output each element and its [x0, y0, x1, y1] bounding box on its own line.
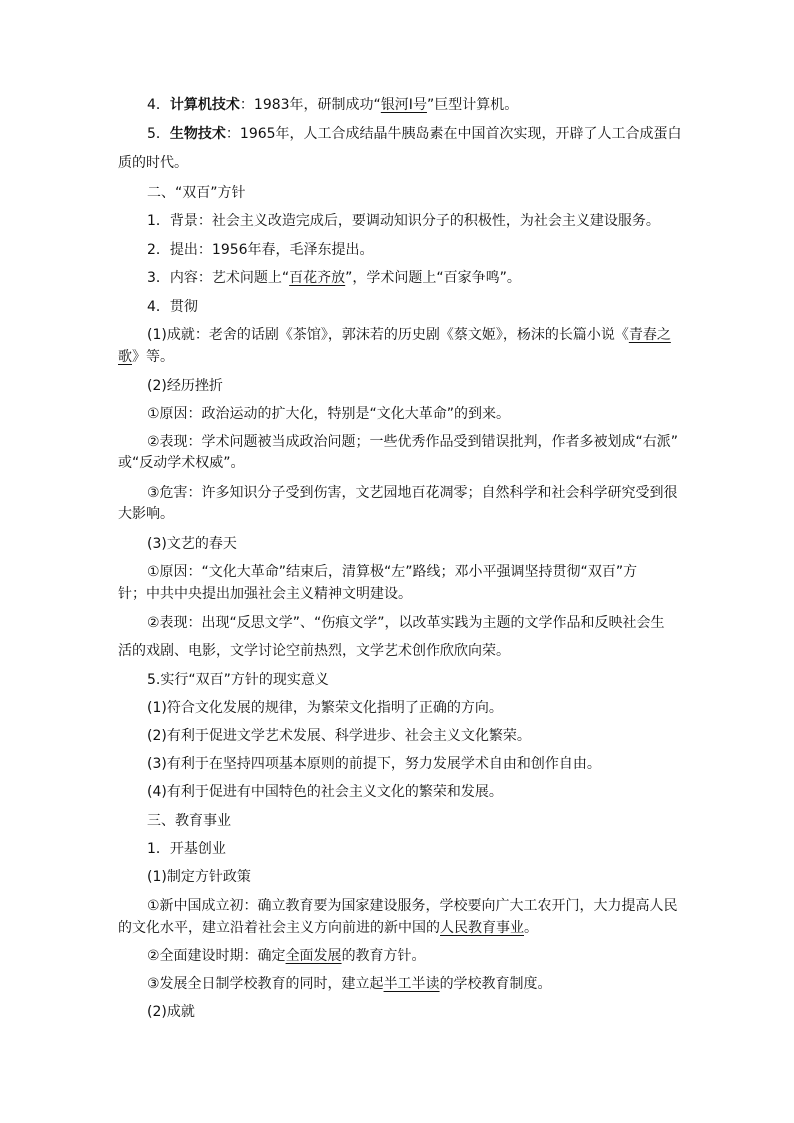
text-line-24 [147, 726, 774, 746]
underlined-term: 人民教育事业 [440, 920, 524, 936]
text-line-3 [118, 153, 774, 173]
text-line-1 [147, 95, 774, 115]
text-segment: 的文化水平，建立沿着社会主义方向前进的新中国的 [118, 920, 440, 936]
text-line-6 [147, 240, 774, 260]
text-segment: 5． [147, 126, 170, 142]
text-line-16 [118, 504, 774, 524]
text-segment: 4．贯彻 [147, 299, 198, 315]
text-line-19 [118, 584, 774, 604]
text-segment: 3．内容：艺术问题上“ [147, 270, 290, 286]
text-segment: 活的戏剧、电影，文学讨论空前热烈，文学艺术创作欣欣向荣。 [118, 643, 510, 659]
text-segment: 三、教育事业 [147, 813, 231, 829]
text-line-33 [147, 974, 774, 994]
text-line-20 [147, 613, 774, 633]
text-line-13 [147, 432, 774, 452]
text-segment: 1．背景：社会主义改造完成后，要调动知识分子的积极性，为社会主义建设服务。 [147, 213, 660, 229]
text-segment: (2)有利于促进文学艺术发展、科学进步、社会主义文化繁荣。 [147, 728, 531, 744]
text-line-7 [147, 268, 774, 288]
text-line-17 [147, 534, 774, 554]
text-segment: ：1983年，研制成功“ [239, 97, 381, 113]
text-segment: (1)符合文化发展的规律，为繁荣文化指明了正确的方向。 [147, 700, 503, 716]
text-line-8 [147, 297, 774, 317]
text-segment: 针；中共中央提出加强社会主义精神文明建设。 [118, 586, 412, 602]
text-segment: ①原因：政治运动的扩大化，特别是“文化大革命”的到来。 [147, 406, 511, 422]
text-segment: 的教育方针。 [341, 948, 426, 964]
text-line-9 [147, 325, 774, 345]
underlined-term: 银河Ⅰ号 [380, 97, 427, 113]
text-segment: (2)经历挫折 [147, 378, 223, 394]
text-line-34 [147, 1002, 774, 1022]
text-line-26 [147, 782, 774, 802]
text-segment: ②表现：出现“反思文学”、“伤痕文学”，以改革实践为主题的文学作品和反映社会生 [147, 615, 665, 631]
text-segment: 》等。 [132, 349, 174, 365]
underlined-term: 歌 [118, 349, 132, 365]
text-segment: 。 [524, 920, 538, 936]
text-segment: 2．提出：1956年春，毛泽东提出。 [147, 242, 374, 258]
text-segment: ②全面建设时期：确定 [147, 948, 286, 964]
text-segment: 质的时代。 [118, 155, 188, 171]
underlined-term: 全面发展 [285, 948, 342, 964]
text-line-25 [147, 754, 774, 774]
text-segment: ”，学术问题上“百家争鸣”。 [345, 270, 521, 286]
text-line-14 [118, 453, 774, 473]
text-line-22 [147, 670, 774, 690]
text-line-15 [147, 483, 774, 503]
text-segment: (1)制定方针政策 [147, 869, 251, 885]
text-line-12 [147, 404, 774, 424]
text-line-23 [147, 698, 774, 718]
underlined-term: 半工半读 [383, 976, 440, 992]
text-line-30 [147, 896, 774, 916]
text-segment: ①原因：“文化大革命”结束后，清算极“左”路线；邓小平强调坚持贯彻“双百”方 [147, 564, 638, 580]
text-segment: (2)成就 [147, 1004, 195, 1020]
text-segment: 或“反动学术权威”。 [118, 455, 245, 471]
text-segment: 生物技术 [169, 126, 226, 142]
text-segment: ②表现：学术问题被当成政治问题；一些优秀作品受到错误批判，作者多被划成“右派” [147, 434, 679, 450]
text-line-29 [147, 867, 774, 887]
text-segment: 计算机技术 [169, 97, 240, 113]
text-segment: (1)成就：老舍的话剧《茶馆》，郭沫若的历史剧《蔡文姬》，杨沫的长篇小说《 [147, 327, 629, 343]
text-line-27 [147, 811, 774, 831]
text-segment: ③危害：许多知识分子受到伤害，文艺园地百花凋零；自然科学和社会科学研究受到很 [147, 485, 678, 501]
text-segment: 大影响。 [118, 506, 174, 522]
text-line-31 [118, 918, 774, 938]
text-line-18 [147, 562, 774, 582]
text-segment: 的学校教育制度。 [439, 976, 552, 992]
text-segment: (4)有利于促进有中国特色的社会主义文化的繁荣和发展。 [147, 784, 503, 800]
text-segment: (3)有利于在坚持四项基本原则的前提下，努力发展学术自由和创作自由。 [147, 756, 601, 772]
text-line-11 [147, 376, 774, 396]
text-segment: ”巨型计算机。 [426, 97, 519, 113]
text-segment: ③发展全日制学校教育的同时，建立起 [147, 976, 384, 992]
text-segment: 二、“双百”方针 [147, 185, 246, 201]
text-line-21 [118, 641, 774, 661]
text-segment: 4． [147, 97, 170, 113]
text-segment: 1．开基创业 [147, 841, 226, 857]
text-segment: ：1965年，人工合成结晶牛胰岛素在中国首次实现，开辟了人工合成蛋白 [225, 126, 682, 142]
text-line-4 [147, 183, 774, 203]
underlined-term: 青春之 [628, 327, 671, 343]
text-segment: ①新中国成立初：确立教育要为国家建设服务，学校要向广大工农开门，大力提高人民 [147, 898, 678, 914]
text-line-28 [147, 839, 774, 859]
text-line-2 [147, 124, 774, 144]
text-segment: 5.实行“双百”方针的现实意义 [147, 672, 329, 688]
underlined-term: 百花齐放 [289, 270, 346, 286]
text-line-10 [118, 347, 774, 367]
text-segment: (3)文艺的春天 [147, 536, 237, 552]
text-line-32 [147, 946, 774, 966]
text-line-5 [147, 211, 774, 231]
